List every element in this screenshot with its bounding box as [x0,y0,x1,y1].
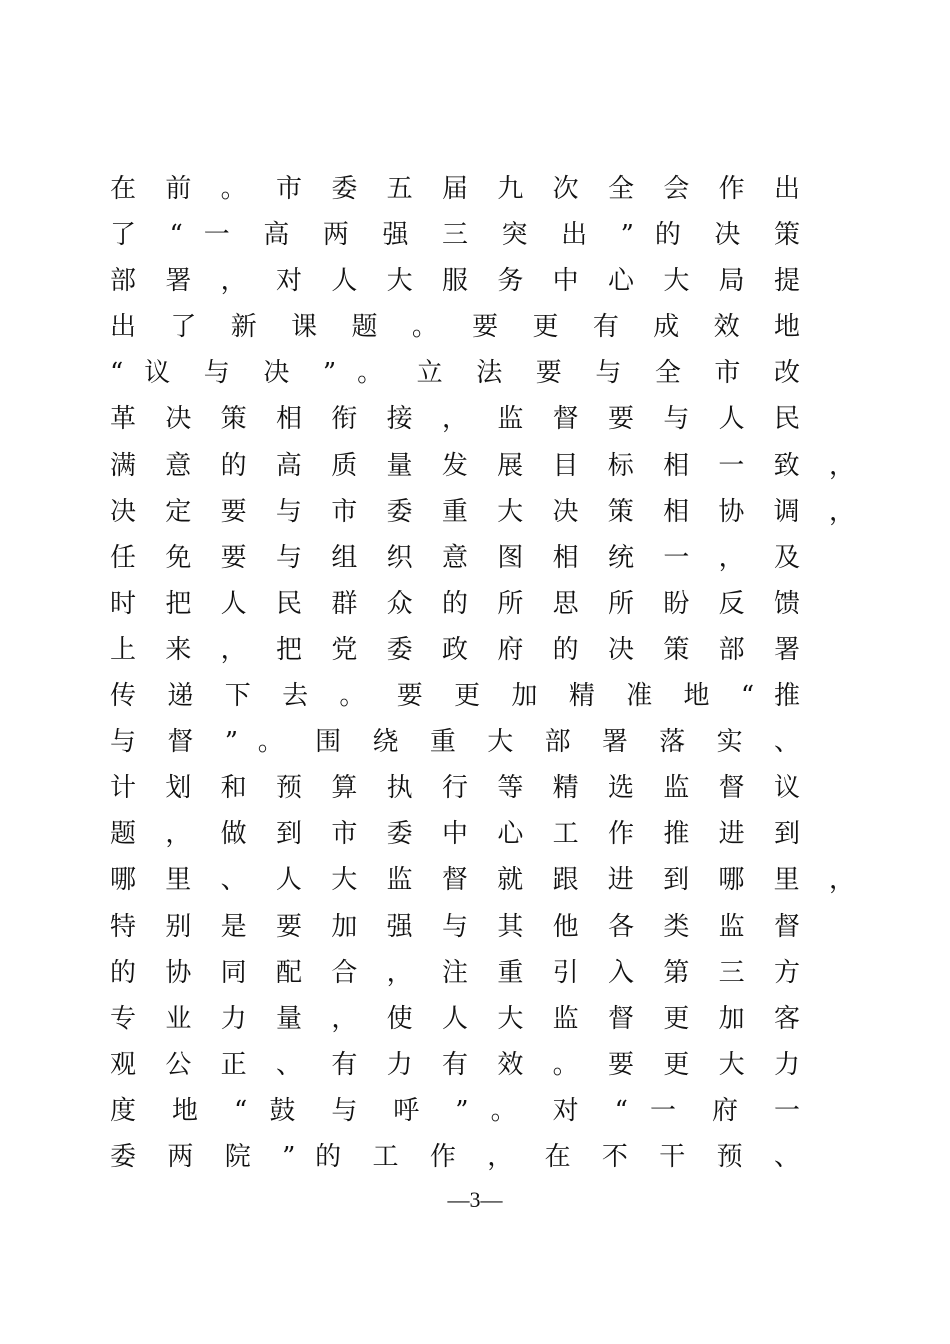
text-line-14: 计 划 和 预 算 执 行 等 精 选 监 督 议 [110,773,800,804]
text-line-18: 的 协 同 配 合 ， 注 重 引 入 第 三 方 [110,957,800,988]
text-line-6: 革 决 策 相 衔 接 ， 监 督 要 与 人 民 [110,404,800,435]
text-line-16: 哪 里 、 人 大 监 督 就 跟 进 到 哪 里 ， [110,865,855,896]
text-line-3: 部 署 ， 对 人 大 服 务 中 心 大 局 提 [110,266,800,297]
text-line-20: 观 公 正 、 有 力 有 效 。 要 更 大 力 [110,1049,800,1080]
body-text [110,166,855,1180]
text-line-21: 度 地 “ 鼓 与 呼 ” 。 对 “ 一 府 一 [110,1095,800,1126]
text-line-11: 上 来 ， 把 党 委 政 府 的 决 策 部 署 [110,634,800,665]
text-line-2: 了 “ 一 高 两 强 三 突 出 ” 的 决 策 [110,220,800,251]
text-line-4: 出 了 新 课 题 。 要 更 有 成 效 地 [110,312,800,343]
text-line-13: 与 督 ” 。 围 绕 重 大 部 署 落 实 、 [110,727,800,758]
text-line-7: 满 意 的 高 质 量 发 展 目 标 相 一 致 ， [110,450,855,481]
text-line-9: 任 免 要 与 组 织 意 图 相 统 一 ， 及 [110,542,800,573]
text-line-1: 在 前 。 市 委 五 届 九 次 全 会 作 出 [110,174,800,204]
text-line-5: “ 议 与 决 ” 。 立 法 要 与 全 市 改 [110,358,800,389]
text-line-17: 特 别 是 要 加 强 与 其 他 各 类 监 督 [110,911,800,942]
text-line-19: 专 业 力 量 ， 使 人 大 监 督 更 加 客 [110,1003,800,1034]
text-line-10: 时 把 人 民 群 众 的 所 思 所 盼 反 馈 [110,588,800,619]
page-number: —3— [447,1187,503,1212]
text-line-22: 委 两 院 ” 的 工 作 ， 在 不 干 预 、 [110,1141,800,1172]
text-line-8: 决 定 要 与 市 委 重 大 决 策 相 协 调 ， [110,496,855,527]
text-line-15: 题 ， 做 到 市 委 中 心 工 作 推 进 到 [110,819,800,850]
text-line-12: 传 递 下 去 。 要 更 加 精 准 地 “ 推 [110,681,800,712]
